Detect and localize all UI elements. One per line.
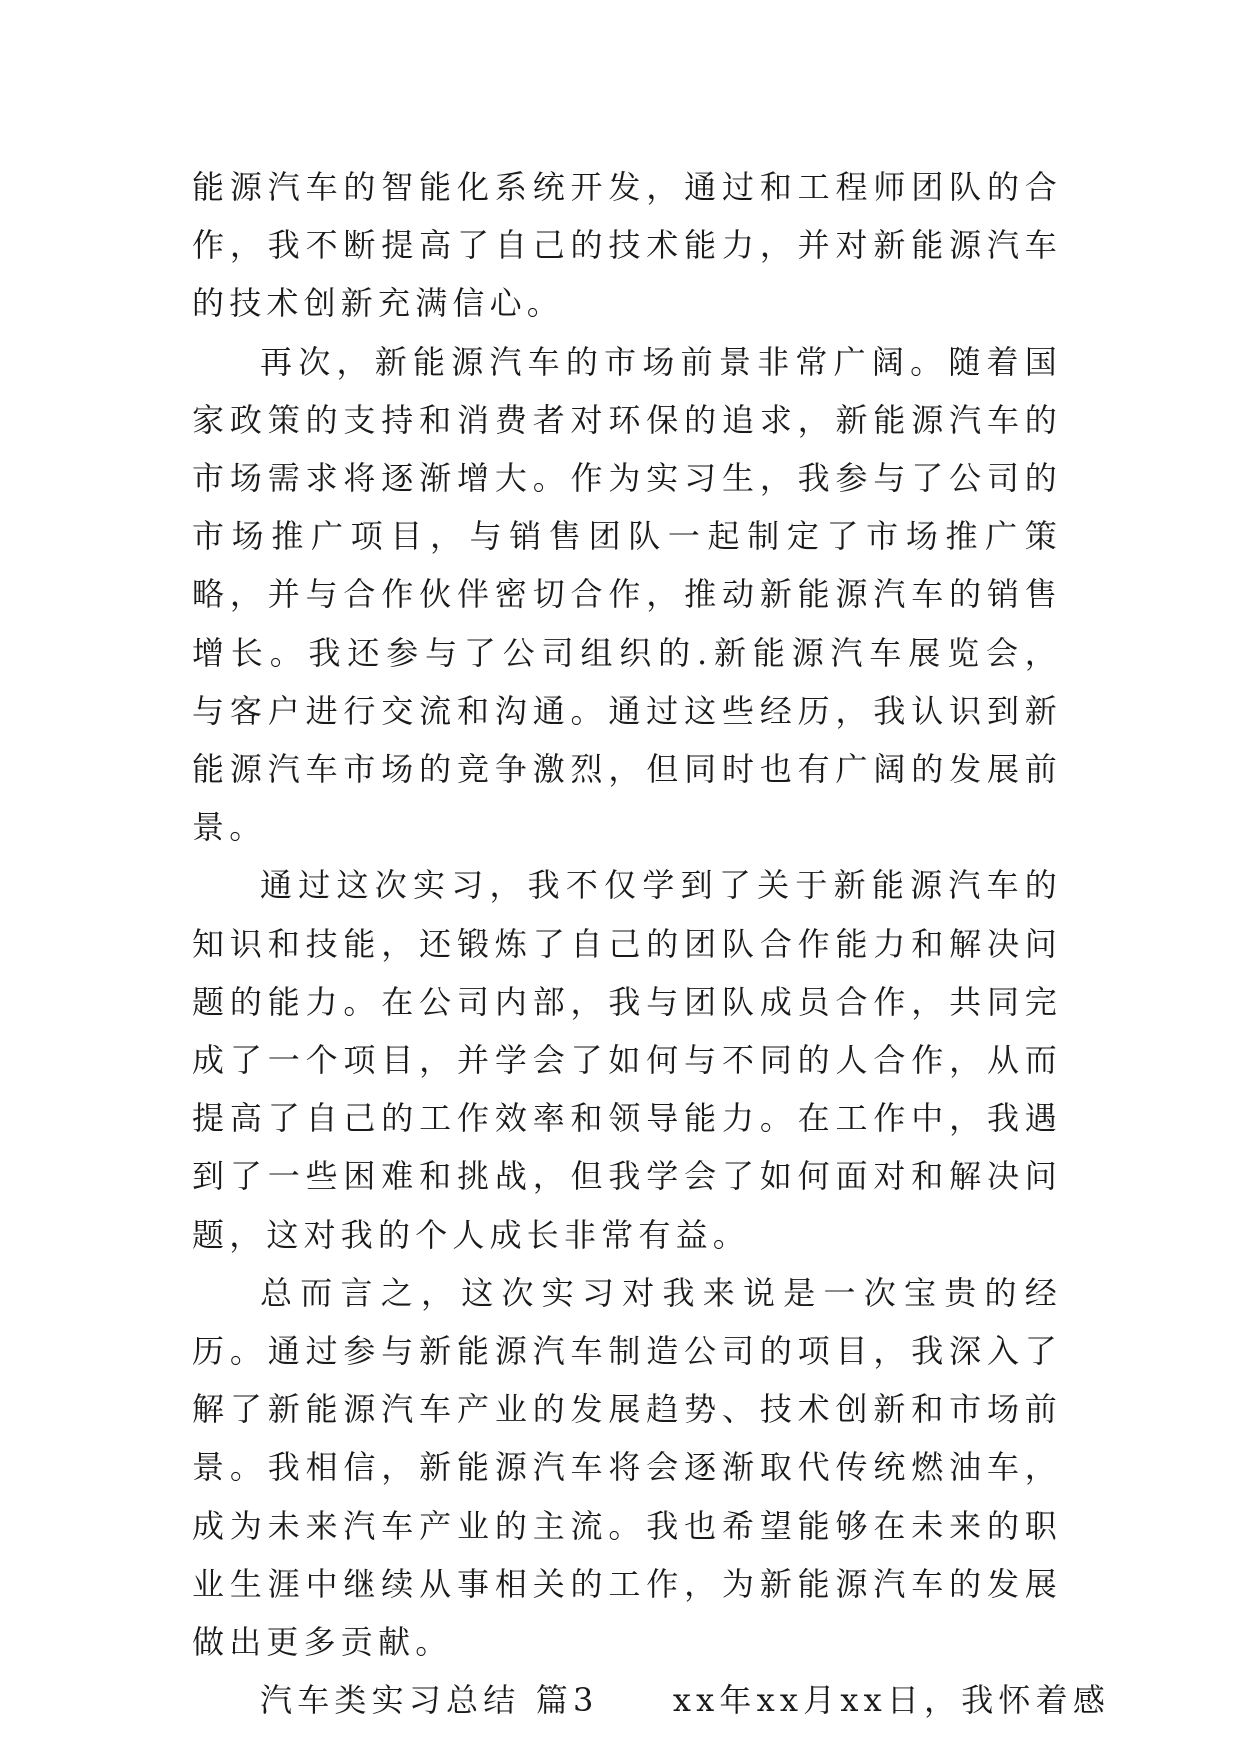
section-heading-line: 汽车类实习总结 篇3 xx年xx月xx日，我怀着感 [260, 1681, 1111, 1720]
paragraph-4: 总而言之，这次实习对我来说是一次宝贵的经历。通过参与新能源汽车制造公司的项目，我深入了解了新能源汽车产业的发展趋势、技术创新和市场前景。我相信，新能源汽车将会逐渐取代传统燃油车，成为未来汽车产业的主流。我也希望能够在未来的职业生涯中继续从事相关的工作，为新能源汽车的发展做出更多贡献。 [192, 1273, 1062, 1662]
paragraph-2: 再次，新能源汽车的市场前景非常广阔。随着国家政策的支持和消费者对环保的追求，新能源汽车的市场需求将逐渐增大。作为实习生，我参与了公司的市场推广项目，与销售团队一起制定了市场推广策略，并与合作伙伴密切合作，推动新能源汽车的销售增长。我还参与了公司组织的.新能源汽车展览会，与客户进行交流和沟通。通过这些经历，我认识到新能源汽车市场的竞争激烈，但同时也有广阔的发展前景。 [192, 342, 1062, 847]
document-body [192, 158, 1111, 1729]
paragraph-1: 能源汽车的智能化系统开发，通过和工程师团队的合作，我不断提高了自己的技术能力，并对新能源汽车的技术创新充满信心。 [192, 168, 1062, 323]
paragraph-3: 通过这次实习，我不仅学到了关于新能源汽车的知识和技能，还锻炼了自己的团队合作能力和解决问题的能力。在公司内部，我与团队成员合作，共同完成了一个项目，并学会了如何与不同的人合作，从而提高了自己的工作效率和领导能力。在工作中，我遇到了一些困难和挑战，但我学会了如何面对和解决问题，这对我的个人成长非常有益。 [192, 866, 1062, 1254]
